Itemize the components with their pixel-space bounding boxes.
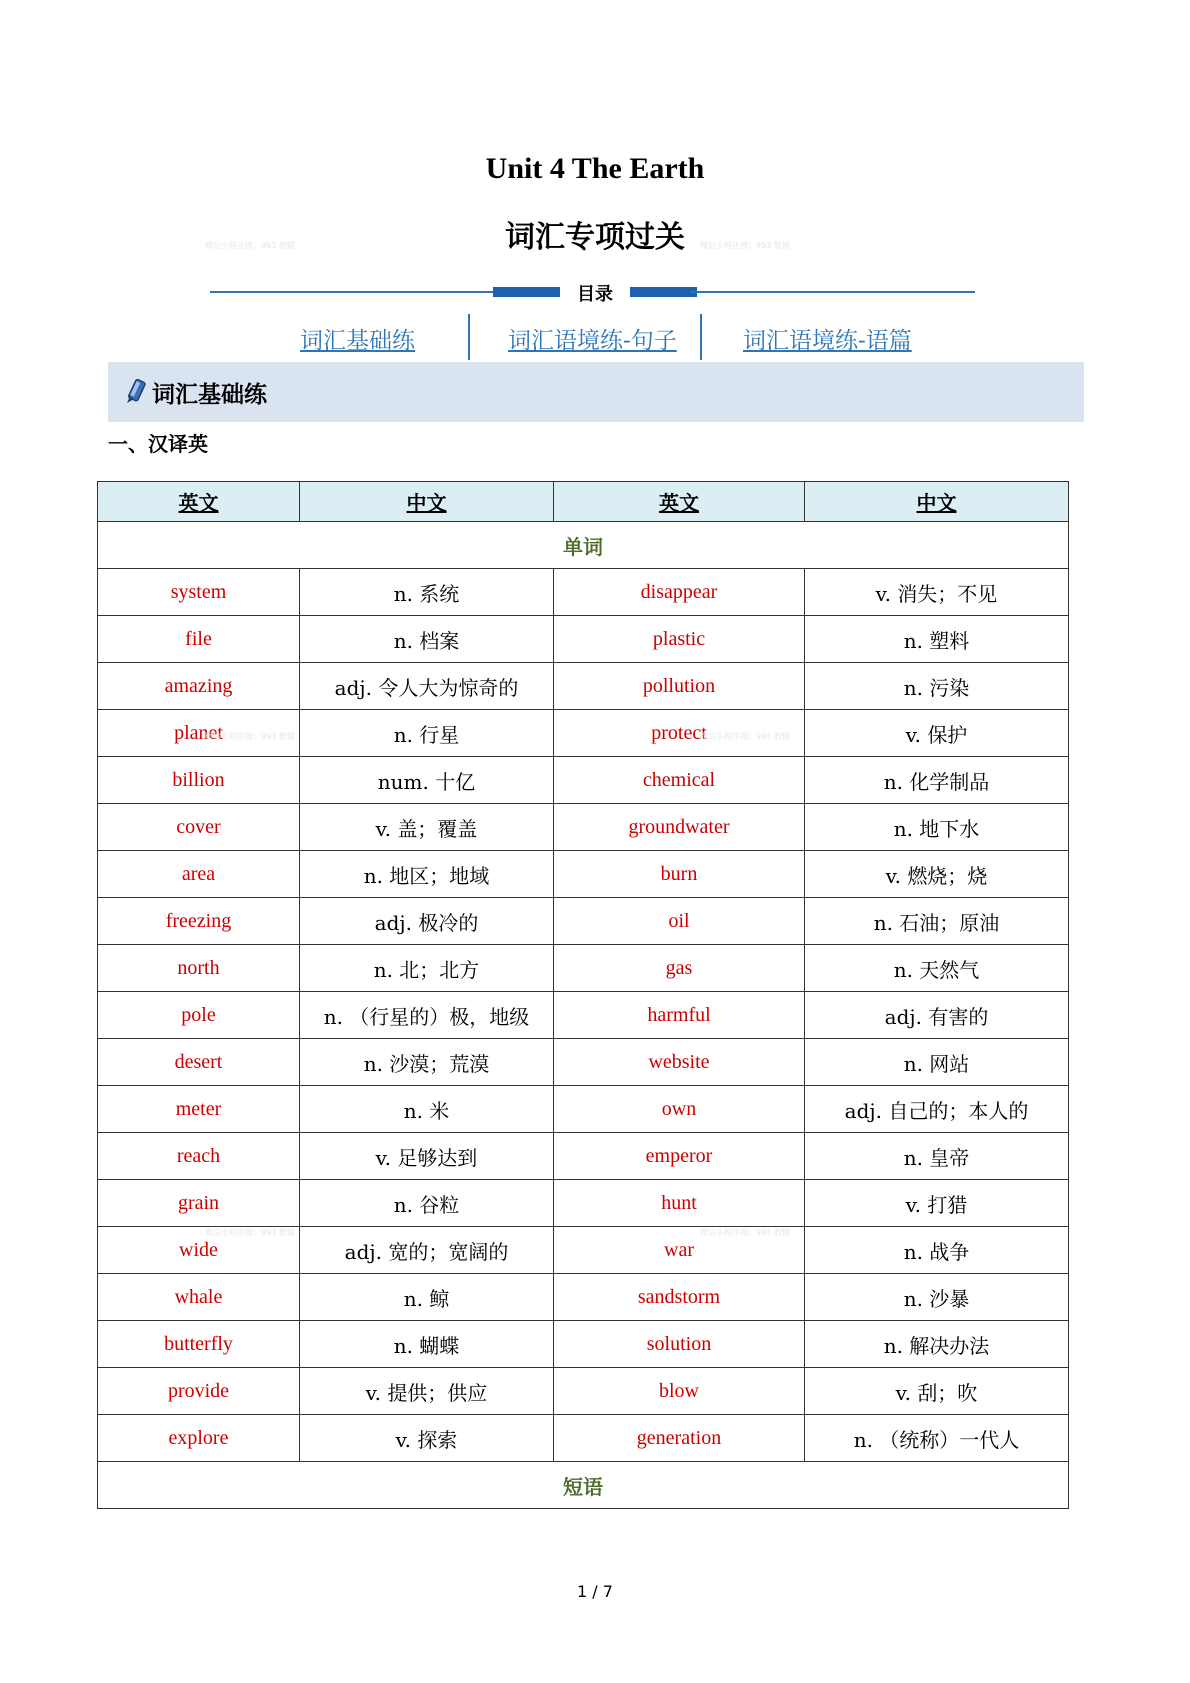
word-chinese: n. 地区；地域 — [300, 851, 554, 898]
word-english: area — [98, 851, 300, 898]
watermark: 微信小程序搜：993 教辅 — [700, 1228, 790, 1237]
exercise-subheading: 一、汉译英 — [108, 432, 208, 456]
nav-link-vocab-basics[interactable]: 词汇基础练 — [300, 328, 415, 354]
word-chinese: v. 提供；供应 — [300, 1368, 554, 1415]
word-chinese: n. 塑料 — [805, 616, 1069, 663]
word-english: solution — [554, 1321, 805, 1368]
nav-link-context-passage[interactable]: 词汇语境练-语篇 — [743, 328, 912, 354]
word-chinese: n. （统称）一代人 — [805, 1415, 1069, 1462]
word-english: sandstorm — [554, 1274, 805, 1321]
word-chinese: adj. 自己的；本人的 — [805, 1086, 1069, 1133]
word-chinese: adj. 极冷的 — [300, 898, 554, 945]
column-header-chinese: 中文 — [300, 482, 554, 522]
table-row — [98, 616, 1069, 663]
word-chinese: n. 系统 — [300, 569, 554, 616]
word-english: desert — [98, 1039, 300, 1086]
watermark: 微信小程序搜：993 教辅 — [700, 241, 790, 250]
word-chinese: n. 鲸 — [300, 1274, 554, 1321]
word-chinese: adj. 令人大为惊奇的 — [300, 663, 554, 710]
word-chinese: n. 沙漠；荒漠 — [300, 1039, 554, 1086]
word-chinese: adj. 宽的；宽阔的 — [300, 1227, 554, 1274]
word-chinese: adj. 有害的 — [805, 992, 1069, 1039]
word-chinese: n. 档案 — [300, 616, 554, 663]
word-chinese: n. 天然气 — [805, 945, 1069, 992]
word-english: blow — [554, 1368, 805, 1415]
word-chinese: n. 皇帝 — [805, 1133, 1069, 1180]
word-english: groundwater — [554, 804, 805, 851]
word-english: north — [98, 945, 300, 992]
toc-divider-right — [690, 291, 975, 293]
table-row — [98, 663, 1069, 710]
table-row — [98, 1133, 1069, 1180]
nav-separator — [468, 314, 470, 360]
word-chinese: n. 解决办法 — [805, 1321, 1069, 1368]
column-header-english: 英文 — [554, 482, 805, 522]
word-chinese: n. 行星 — [300, 710, 554, 757]
word-english: grain — [98, 1180, 300, 1227]
table-row — [98, 1321, 1069, 1368]
watermark: 微信小程序搜：993 教辅 — [205, 1228, 295, 1237]
column-header-english: 英文 — [98, 482, 300, 522]
document-title-chinese: 词汇专项过关 — [505, 220, 685, 255]
word-chinese: v. 燃烧；烧 — [805, 851, 1069, 898]
word-english: chemical — [554, 757, 805, 804]
table-row — [98, 851, 1069, 898]
word-chinese: v. 探索 — [300, 1415, 554, 1462]
table-row — [98, 1086, 1069, 1133]
nav-link-context-sentences[interactable]: 词汇语境练-句子 — [508, 328, 677, 354]
word-english: explore — [98, 1415, 300, 1462]
word-english: pole — [98, 992, 300, 1039]
table-row — [98, 1180, 1069, 1227]
word-english: harmful — [554, 992, 805, 1039]
word-chinese: n. （行星的）极，地级 — [300, 992, 554, 1039]
word-chinese: v. 消失；不见 — [805, 569, 1069, 616]
table-row — [98, 992, 1069, 1039]
section-header — [108, 362, 1084, 422]
toc-divider-left — [210, 291, 500, 293]
page-number: 1 / 7 — [577, 1582, 613, 1601]
table-row — [98, 898, 1069, 945]
word-english: hunt — [554, 1180, 805, 1227]
group-row-phrases — [98, 1462, 1069, 1509]
word-english: protect — [554, 710, 805, 757]
section-title: 词汇基础练 — [152, 382, 267, 408]
word-english: oil — [554, 898, 805, 945]
word-english: reach — [98, 1133, 300, 1180]
word-chinese: n. 污染 — [805, 663, 1069, 710]
word-english: war — [554, 1227, 805, 1274]
word-english: freezing — [98, 898, 300, 945]
vocabulary-table — [97, 481, 1069, 1509]
word-chinese: n. 战争 — [805, 1227, 1069, 1274]
watermark: 微信小程序搜：993 教辅 — [205, 732, 295, 741]
word-english: emperor — [554, 1133, 805, 1180]
word-chinese: n. 谷粒 — [300, 1180, 554, 1227]
word-english: wide — [98, 1227, 300, 1274]
group-row-words — [98, 522, 1069, 569]
word-english: disappear — [554, 569, 805, 616]
word-english: gas — [554, 945, 805, 992]
watermark: 微信小程序搜：993 教辅 — [700, 732, 790, 741]
word-english: generation — [554, 1415, 805, 1462]
word-chinese: v. 保护 — [805, 710, 1069, 757]
word-chinese: n. 米 — [300, 1086, 554, 1133]
table-row — [98, 1415, 1069, 1462]
word-chinese: num. 十亿 — [300, 757, 554, 804]
word-english: file — [98, 616, 300, 663]
table-row — [98, 569, 1069, 616]
group-label-phrases: 短语 — [98, 1462, 1069, 1509]
document-title-english: Unit 4 The Earth — [485, 152, 705, 185]
word-english: amazing — [98, 663, 300, 710]
table-row — [98, 804, 1069, 851]
group-label-words: 单词 — [98, 522, 1069, 569]
table-row — [98, 757, 1069, 804]
word-english: planet — [98, 710, 300, 757]
word-chinese: n. 蝴蝶 — [300, 1321, 554, 1368]
word-english: provide — [98, 1368, 300, 1415]
word-chinese: n. 地下水 — [805, 804, 1069, 851]
word-chinese: v. 刮；吹 — [805, 1368, 1069, 1415]
column-header-chinese: 中文 — [805, 482, 1069, 522]
word-english: plastic — [554, 616, 805, 663]
word-english: pollution — [554, 663, 805, 710]
word-english: butterfly — [98, 1321, 300, 1368]
table-header-row — [98, 482, 1069, 522]
word-chinese: n. 网站 — [805, 1039, 1069, 1086]
word-english: meter — [98, 1086, 300, 1133]
table-row — [98, 1274, 1069, 1321]
word-english: billion — [98, 757, 300, 804]
table-of-contents-nav — [240, 314, 970, 360]
word-english: whale — [98, 1274, 300, 1321]
word-english: website — [554, 1039, 805, 1086]
pencil-icon — [122, 378, 150, 406]
word-chinese: v. 盖；覆盖 — [300, 804, 554, 851]
word-english: cover — [98, 804, 300, 851]
word-english: burn — [554, 851, 805, 898]
word-chinese: n. 化学制品 — [805, 757, 1069, 804]
table-row — [98, 1039, 1069, 1086]
word-chinese: n. 沙暴 — [805, 1274, 1069, 1321]
nav-separator — [700, 314, 702, 360]
watermark: 微信小程序搜：993 教辅 — [205, 241, 295, 250]
word-chinese: v. 足够达到 — [300, 1133, 554, 1180]
table-row — [98, 945, 1069, 992]
word-chinese: n. 北；北方 — [300, 945, 554, 992]
word-chinese: v. 打猎 — [805, 1180, 1069, 1227]
toc-label: 目录 — [560, 280, 630, 306]
word-chinese: n. 石油；原油 — [805, 898, 1069, 945]
table-row — [98, 1368, 1069, 1415]
word-english: system — [98, 569, 300, 616]
word-english: own — [554, 1086, 805, 1133]
